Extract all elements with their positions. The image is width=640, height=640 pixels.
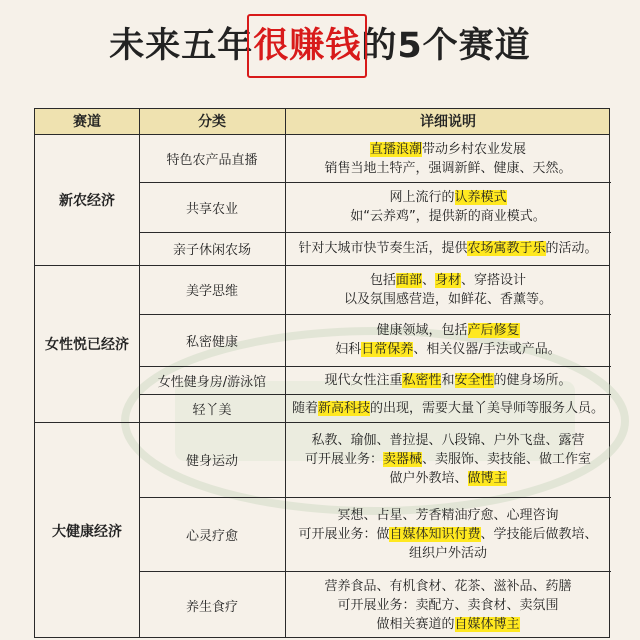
sector-health-economy: 大健康经济 — [52, 523, 122, 540]
highlight-text: 直播浪潮 — [369, 141, 422, 157]
title-suffix: 的5个赛道 — [361, 26, 531, 66]
category-cell: 健身运动 — [185, 454, 238, 469]
detail-text: 的出现，需要大量丫美导师等服务人员。 — [370, 400, 605, 416]
detail-cell — [285, 571, 611, 639]
detail-text: 和 — [441, 372, 455, 388]
header-details: 详细说明 — [420, 114, 476, 130]
detail-cell — [285, 497, 611, 571]
category-cell: 私密健康 — [185, 334, 238, 350]
detail-text: 网上流行的 — [389, 190, 455, 205]
detail-text: 妇科 — [335, 342, 362, 357]
detail-text: 现代女性注重 — [324, 372, 403, 388]
detail-text: 做户外教培、 — [389, 471, 468, 486]
highlight-text: 农场寓教于乐 — [467, 241, 546, 256]
title-highlight: 很赚钱 — [253, 0, 361, 92]
detail-text: 带动乡村农业发展 — [422, 141, 527, 157]
page-title — [0, 0, 640, 92]
category-cell: 养生食疗 — [185, 599, 238, 615]
title-prefix: 未来五年 — [109, 26, 254, 66]
tracks-table — [34, 108, 610, 638]
detail-cell — [285, 394, 611, 422]
detail-text: 的健身场所。 — [493, 372, 572, 388]
sector-female-economy: 女性悦已经济 — [45, 336, 129, 353]
header-sector: 赛道 — [73, 114, 101, 130]
category-cell: 美学思维 — [185, 284, 238, 299]
table-header-row — [35, 109, 609, 135]
detail-cell — [285, 314, 611, 366]
detail-text: 私教、瑜伽、普拉提、八段锦、户外飞盘、露营 — [311, 433, 585, 448]
category-cell: 共享农业 — [185, 201, 238, 217]
detail-text: 可开展业务： — [304, 452, 383, 467]
highlight-text: 私密性 — [402, 372, 442, 388]
category-cell: 轻丫美 — [192, 402, 232, 418]
highlight-text: 卖器械 — [382, 452, 422, 467]
highlight-text: 自媒体知识付费 — [389, 526, 481, 542]
detail-text: 以及氛围感营造，如鲜花、香薰等。 — [343, 291, 552, 307]
detail-cell — [285, 366, 611, 394]
detail-cell — [285, 182, 611, 232]
detail-text: 健康领域，包括 — [376, 323, 468, 338]
detail-text: 的活动。 — [545, 241, 598, 256]
detail-text: 可开展业务：做 — [298, 526, 390, 542]
detail-text: 销售当地土特产，强调新鲜、健康、天然。 — [324, 160, 572, 176]
highlight-text: 身材 — [435, 272, 462, 288]
highlight-text: 安全性 — [454, 372, 494, 388]
detail-cell — [285, 135, 611, 182]
detail-text: 冥想、占星、芳香精油疗愈、心理咨询 — [337, 507, 559, 523]
detail-text: 营养食品、有机食材、花茶、滋补品、药膳 — [324, 578, 572, 594]
detail-text: 做相关赛道的 — [376, 616, 455, 632]
detail-cell — [285, 232, 611, 265]
category-cell: 心灵疗愈 — [185, 528, 238, 544]
highlight-text: 面部 — [395, 272, 422, 288]
detail-text: 组织户外活动 — [408, 545, 487, 561]
category-cell: 特色农产品直播 — [166, 153, 258, 168]
detail-cell — [285, 265, 611, 314]
detail-text: 可开展业务：卖配方、卖食材、卖氛围 — [337, 597, 559, 613]
detail-text: 、相关仪器/手法或产品。 — [413, 342, 561, 357]
header-category: 分类 — [198, 114, 226, 130]
category-cell: 亲子休闲农场 — [172, 243, 251, 258]
detail-text: 随着 — [291, 400, 318, 416]
detail-text: 如“云养鸡”，提供新的商业模式。 — [350, 209, 546, 224]
highlight-text: 认养模式 — [454, 190, 507, 205]
highlight-text: 做博主 — [467, 471, 507, 486]
detail-text: 、 — [421, 272, 435, 288]
detail-text: 、学技能后做教培、 — [480, 526, 598, 542]
sector-new-agri: 新农经济 — [59, 193, 115, 209]
detail-cell — [285, 422, 611, 497]
detail-text: 、卖服饰、卖技能、做工作室 — [422, 452, 592, 467]
category-cell: 女性健身房/游泳馆 — [157, 374, 267, 390]
highlight-text: 产后修复 — [467, 323, 520, 338]
detail-text: 、穿搭设计 — [461, 272, 527, 288]
highlight-text: 自媒体博主 — [454, 616, 520, 632]
detail-text: 针对大城市快节奏生活，提供 — [298, 241, 468, 256]
detail-text: 包括 — [369, 272, 396, 288]
highlight-text: 新高科技 — [317, 400, 370, 416]
highlight-text: 日常保养 — [361, 342, 414, 357]
